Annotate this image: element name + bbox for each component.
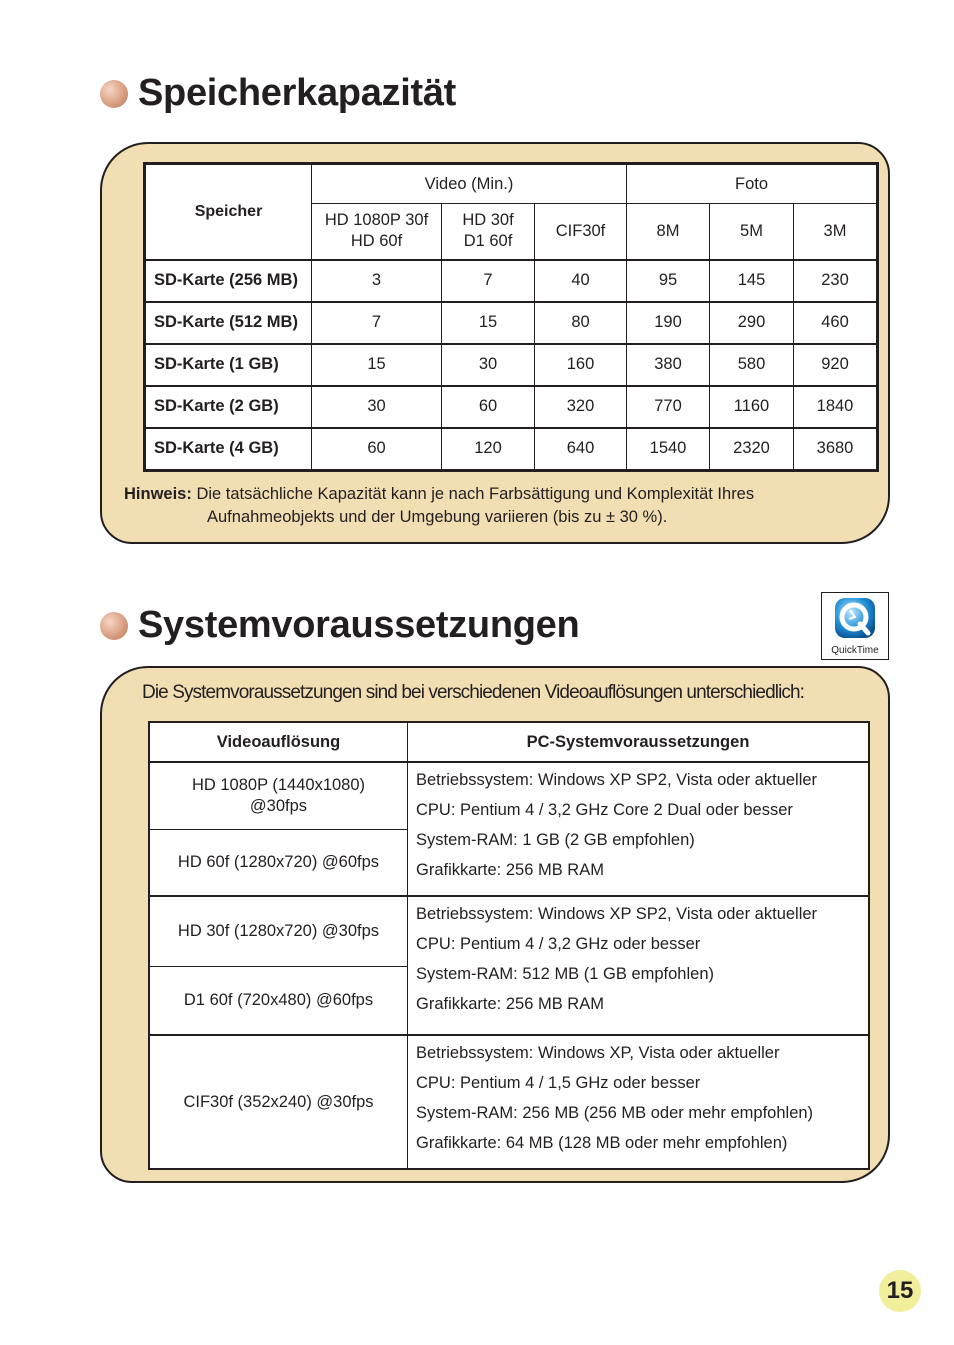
- table-cell: 3: [312, 260, 442, 302]
- table-cell: 95: [627, 260, 710, 302]
- table-row: [149, 896, 869, 966]
- resolution-cell: CIF30f (352x240) @30fps: [149, 1035, 407, 1169]
- table-row: [149, 1035, 869, 1169]
- requirements-cell: [407, 896, 869, 1035]
- table-cell: 1160: [710, 386, 794, 428]
- table-cell: 80: [535, 302, 627, 344]
- table-cell: 290: [710, 302, 794, 344]
- req-cpu: CPU: Pentium 4 / 1,5 GHz oder besser: [415, 1074, 701, 1092]
- table-cell: 7: [312, 302, 442, 344]
- table-cell: 145: [710, 260, 794, 302]
- resolution-cell: HD 1080P (1440x1080) @30fps: [149, 762, 407, 829]
- quicktime-logo: [821, 592, 889, 660]
- table-cell: 580: [710, 344, 794, 386]
- note-label: Hinweis:: [124, 485, 192, 503]
- photo-header: Foto: [627, 164, 878, 204]
- quicktime-label: QuickTime: [831, 645, 879, 656]
- requirements-heading: Systemvoraussetzungen: [138, 604, 580, 646]
- table-row: [145, 344, 878, 386]
- bullet-icon: [100, 80, 128, 108]
- table-cell: 40: [535, 260, 627, 302]
- table-row: [145, 428, 878, 471]
- table-cell: 7: [442, 260, 535, 302]
- table-cell: 60: [312, 428, 442, 471]
- requirements-cell: [407, 1035, 869, 1169]
- table-cell: 15: [442, 302, 535, 344]
- row-label: SD-Karte (512 MB): [145, 302, 312, 344]
- storage-header: Speicher: [145, 164, 312, 260]
- video-header: Video (Min.): [312, 164, 627, 204]
- photo-col-3m: 3M: [794, 204, 878, 260]
- req-ram: System-RAM: 256 MB (256 MB oder mehr empfohlen): [415, 1104, 814, 1122]
- table-cell: 380: [627, 344, 710, 386]
- requirements-cell: [407, 762, 869, 896]
- req-gpu: Grafikkarte: 256 MB RAM: [415, 861, 604, 879]
- system-requirements-table: [148, 721, 870, 1170]
- table-cell: 460: [794, 302, 878, 344]
- req-cpu: CPU: Pentium 4 / 3,2 GHz Core 2 Dual oder besser: [415, 801, 793, 819]
- table-row: [145, 386, 878, 428]
- table-cell: 3680: [794, 428, 878, 471]
- req-ram: System-RAM: 512 MB (1 GB empfohlen): [415, 965, 714, 983]
- resolution-cell: D1 60f (720x480) @60fps: [149, 966, 407, 1035]
- table-cell: 640: [535, 428, 627, 471]
- req-os: Betriebssystem: Windows XP SP2, Vista oder aktueller: [415, 905, 818, 923]
- resolution-cell: HD 60f (1280x720) @60fps: [149, 829, 407, 896]
- table-cell: 320: [535, 386, 627, 428]
- storage-capacity-table: [143, 162, 879, 472]
- row-label: SD-Karte (256 MB): [145, 260, 312, 302]
- photo-col-8m: 8M: [627, 204, 710, 260]
- table-cell: 120: [442, 428, 535, 471]
- col-header-resolution: Videoauflösung: [149, 722, 407, 762]
- table-row: [145, 260, 878, 302]
- video-col-hd30f: HD 30f D1 60f: [442, 204, 535, 260]
- row-label: SD-Karte (1 GB): [145, 344, 312, 386]
- req-gpu: Grafikkarte: 64 MB (128 MB oder mehr empfohlen): [415, 1134, 788, 1152]
- capacity-note: [124, 483, 864, 528]
- table-cell: 160: [535, 344, 627, 386]
- note-line-1: Die tatsächliche Kapazität kann je nach Farbsättigung und Komplexität Ihres: [196, 485, 755, 503]
- page-number: 15: [879, 1270, 921, 1312]
- req-os: Betriebssystem: Windows XP SP2, Vista oder aktueller: [415, 771, 818, 789]
- storage-heading: Speicherkapazität: [138, 72, 457, 114]
- bullet-icon: [100, 612, 128, 640]
- row-label: SD-Karte (4 GB): [145, 428, 312, 471]
- table-cell: 1540: [627, 428, 710, 471]
- row-label: SD-Karte (2 GB): [145, 386, 312, 428]
- table-cell: 190: [627, 302, 710, 344]
- note-line-2: Aufnahmeobjekts und der Umgebung variieren (bis zu ± 30 %).: [207, 507, 668, 526]
- section-title-storage: [100, 72, 456, 115]
- table-cell: 30: [312, 386, 442, 428]
- resolution-cell: HD 30f (1280x720) @30fps: [149, 896, 407, 966]
- table-cell: 2320: [710, 428, 794, 471]
- table-cell: 230: [794, 260, 878, 302]
- section-title-requirements: [100, 604, 579, 647]
- req-os: Betriebssystem: Windows XP, Vista oder aktueller: [415, 1044, 780, 1062]
- table-cell: 1840: [794, 386, 878, 428]
- table-cell: 15: [312, 344, 442, 386]
- table-row: [149, 762, 869, 829]
- req-cpu: CPU: Pentium 4 / 3,2 GHz oder besser: [415, 935, 701, 953]
- quicktime-icon: [822, 593, 888, 645]
- req-ram: System-RAM: 1 GB (2 GB empfohlen): [415, 831, 695, 849]
- table-cell: 30: [442, 344, 535, 386]
- video-col-hd1080p: HD 1080P 30f HD 60f: [312, 204, 442, 260]
- table-cell: 60: [442, 386, 535, 428]
- table-cell: 770: [627, 386, 710, 428]
- photo-col-5m: 5M: [710, 204, 794, 260]
- req-gpu: Grafikkarte: 256 MB RAM: [415, 995, 604, 1013]
- video-col-cif30f: CIF30f: [535, 204, 627, 260]
- requirements-intro: Die Systemvoraussetzungen sind bei verschiedenen Videoauflösungen unterschiedlich:: [142, 682, 805, 703]
- table-cell: 920: [794, 344, 878, 386]
- table-row: [145, 302, 878, 344]
- col-header-requirements: PC-Systemvoraussetzungen: [407, 722, 869, 762]
